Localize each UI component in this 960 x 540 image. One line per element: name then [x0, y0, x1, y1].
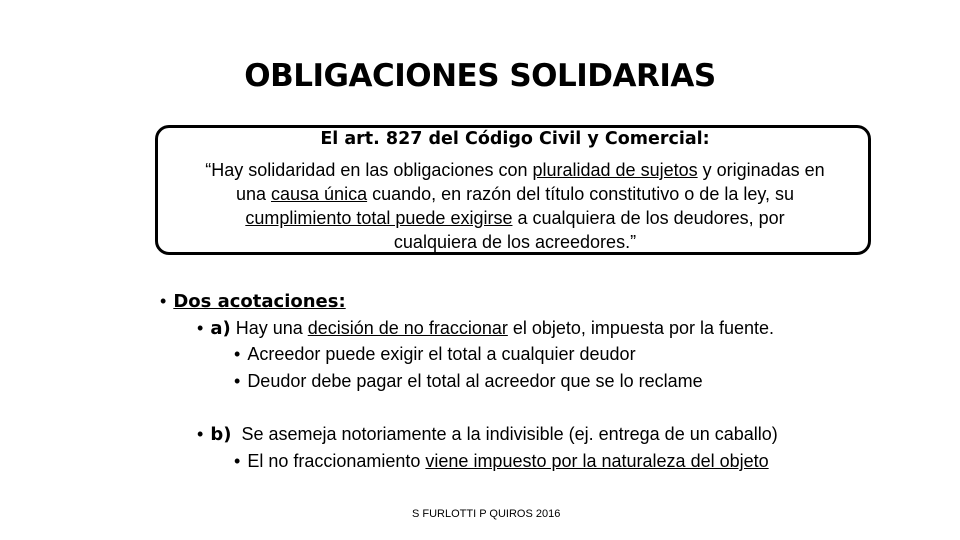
item-text: Hay una	[230, 318, 308, 338]
bullet-icon: •	[197, 424, 204, 444]
quote-underlined-segment: cumplimiento total puede exigirse	[245, 208, 513, 228]
item-label: b)	[210, 424, 232, 445]
item-label: a)	[210, 318, 231, 339]
bullet-icon: •	[234, 371, 241, 391]
bullet-icon: •	[234, 344, 241, 364]
list-subitem	[234, 371, 703, 392]
footer-credit: S FURLOTTI P QUIROS 2016	[412, 508, 561, 520]
item-underlined-text: decisión de no fraccionar	[307, 318, 508, 338]
quote-segment: cuando, en razón del título constitutivo o de la ley, su	[367, 184, 795, 204]
box-heading: El art. 827 del Código Civil y Comercial:	[320, 129, 710, 149]
bullet-icon: •	[160, 291, 167, 311]
bullet-icon: •	[234, 451, 241, 471]
item-text: Se asemeja notoriamente a la indivisible (ej. entrega de un caballo)	[231, 424, 778, 444]
quote-segment: a cualquiera de los deudores, por	[512, 208, 785, 228]
list-item-a	[197, 318, 774, 339]
quote-underlined-segment: causa única	[271, 184, 368, 204]
subitem-text: El no fraccionamiento	[247, 451, 426, 471]
list-item-dos-acotaciones	[160, 291, 346, 312]
subitem-underlined-text: viene impuesto por la naturaleza del objeto	[425, 451, 769, 471]
quote-segment: cualquiera de los acreedores.”	[393, 232, 637, 252]
subitem-text: Acreedor puede exigir el total a cualquier deudor	[247, 344, 636, 364]
quote-underlined-segment: pluralidad de sujetos	[532, 160, 698, 180]
quote-segment: “Hay solidaridad en las obligaciones con	[205, 160, 533, 180]
list-subitem	[234, 451, 769, 472]
quote-segment: y originadas en	[697, 160, 825, 180]
quote-text	[170, 158, 860, 254]
item-text: el objeto, impuesta por la fuente.	[507, 318, 775, 338]
quote-segment: una	[235, 184, 272, 204]
list-subitem	[234, 344, 636, 365]
slide-title: OBLIGACIONES SOLIDARIAS	[244, 58, 716, 94]
bullet-icon: •	[197, 318, 204, 338]
subitem-text: Deudor debe pagar el total al acreedor que se lo reclame	[247, 371, 703, 391]
list-item-b	[197, 424, 778, 445]
section-heading: Dos acotaciones:	[173, 291, 346, 312]
